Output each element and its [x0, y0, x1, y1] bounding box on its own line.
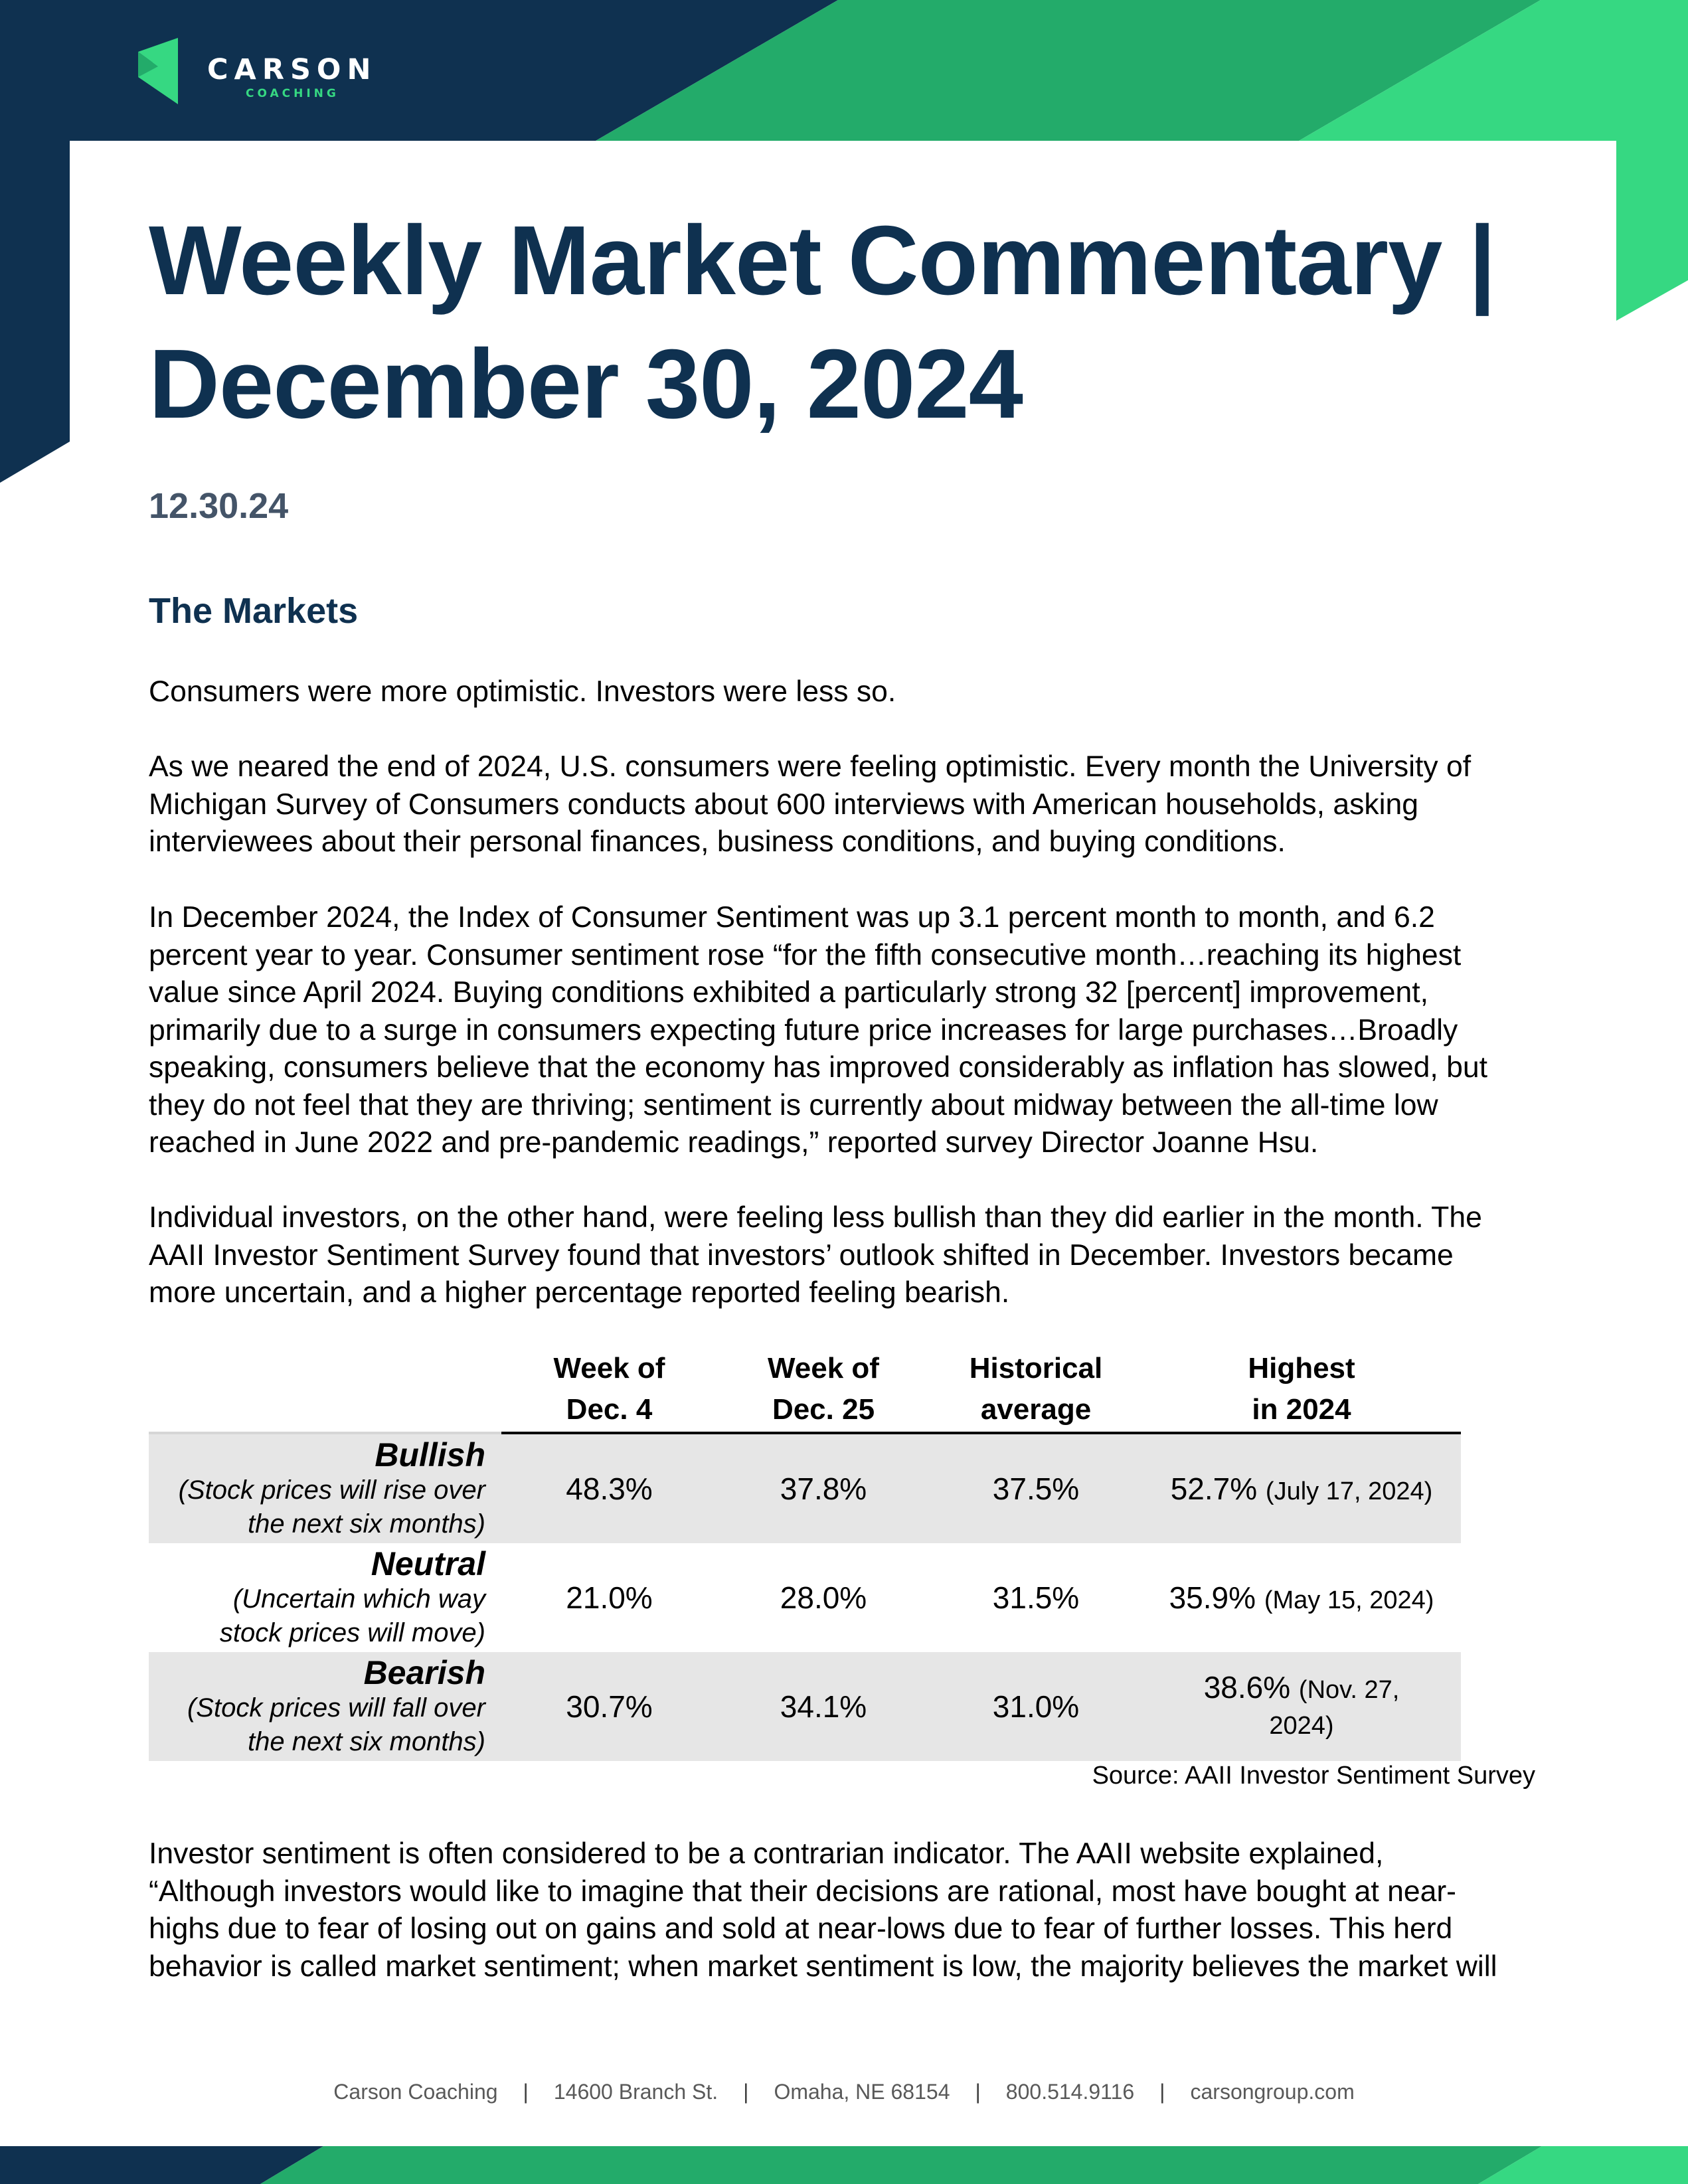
paragraph-intro [149, 673, 1570, 711]
publish-date: 12.30.24 [149, 486, 289, 526]
paragraph-line: highs due to fear of losing out on gains and sold at near-lows due to fear of further losses. This herd [149, 1912, 1453, 1945]
paragraph-line: they do not feel that they are thriving; sentiment is currently about midway between the all-time low [149, 1088, 1438, 1122]
logo-wordmark: CARSON [207, 53, 377, 86]
cell-dec4: 21.0% [566, 1580, 653, 1615]
cell-highest: 52.7% (July 17, 2024) [1142, 1433, 1461, 1543]
row-label: Bullish (Stock prices will rise over the next six months) [149, 1433, 501, 1543]
cell-dec25: 28.0% [780, 1580, 867, 1615]
paragraph-line: Investor sentiment is often considered to be a contrarian indicator. The AAII website explained, [149, 1837, 1384, 1870]
paragraph-line: interviewees about their personal finances, business conditions, and buying conditions. [149, 825, 1286, 858]
cell-dec25: 34.1% [717, 1652, 930, 1761]
cell-dec25: 37.8% [717, 1433, 930, 1543]
paragraph-line: Michigan Survey of Consumers conducts about 600 interviews with American households, asking [149, 788, 1419, 821]
footer-website[interactable]: carsongroup.com [1190, 2080, 1355, 2104]
cell-highest: 38.6% (Nov. 27, 2024) [1142, 1652, 1461, 1761]
cell-historical: 37.5% [930, 1433, 1142, 1543]
header-blank [149, 1348, 501, 1433]
cell-highest: 35.9% (May 15, 2024) [1169, 1580, 1434, 1615]
cell-dec4: 30.7% [501, 1652, 717, 1761]
paragraph-investors [149, 1199, 1570, 1312]
paragraph-line: percent year to year. Consumer sentiment rose “for the fifth consecutive month…reaching its highest [149, 938, 1462, 971]
cell-dec4: 48.3% [501, 1433, 717, 1543]
footer-address: 14600 Branch St. [553, 2080, 718, 2104]
paragraph-line: Consumers were more optimistic. Investors were less so. [149, 675, 896, 708]
paragraph-line: “Although investors would like to imagine that their decisions are rational, most have bought at near- [149, 1875, 1456, 1908]
paragraph-line: value since April 2024. Buying conditions exhibited a particularly strong 32 [percent] improvement, [149, 976, 1428, 1009]
table-row-bullish [149, 1433, 1461, 1543]
paragraph-line: AAII Investor Sentiment Survey found that investors’ outlook shifted in December. Investors became [149, 1238, 1454, 1272]
header-historical-average: Historical average [930, 1348, 1142, 1433]
table-row-bearish [149, 1652, 1461, 1761]
footer-city: Omaha, NE 68154 [774, 2080, 950, 2104]
sentiment-table [149, 1348, 1461, 1761]
table-source: Source: AAII Investor Sentiment Survey [1092, 1762, 1535, 1790]
page-footer [0, 2078, 1688, 2105]
title-line-1: Weekly Market Commentary | [149, 206, 1495, 315]
paragraph-line: primarily due to a surge in consumers expecting future price increases for large purchases…Broadly [149, 1013, 1458, 1047]
page-title [149, 199, 1610, 446]
paragraph-contrarian [149, 1835, 1570, 1985]
header-highest-2024: Highest in 2024 [1142, 1348, 1461, 1433]
table-header-row [149, 1348, 1461, 1433]
header-week-dec25: Week of Dec. 25 [717, 1348, 930, 1433]
paragraph-sentiment-index [149, 899, 1570, 1162]
paragraph-line: Individual investors, on the other hand, were feeling less bullish than they did earlier in the month. The [149, 1201, 1482, 1234]
header-week-dec4: Week of Dec. 4 [501, 1348, 717, 1433]
paragraph-line: As we neared the end of 2024, U.S. consumers were feeling optimistic. Every month the University of [149, 750, 1472, 783]
paragraph-line: In December 2024, the Index of Consumer Sentiment was up 3.1 percent month to month, and 6.2 [149, 901, 1435, 934]
title-line-2: December 30, 2024 [149, 329, 1023, 439]
paragraph-line: speaking, consumers believe that the economy has improved considerably as inflation has slowed, but [149, 1051, 1487, 1084]
row-label: Neutral (Uncertain which way stock prices will move) [219, 1545, 485, 1647]
cell-historical: 31.5% [992, 1580, 1080, 1615]
row-label: Bearish (Stock prices will fall over the next six months) [149, 1652, 501, 1761]
section-heading: The Markets [149, 591, 359, 631]
footer-green-shape [260, 2146, 1542, 2184]
footer-separator: | [743, 2080, 749, 2104]
footer-company: Carson Coaching [333, 2080, 498, 2104]
paragraph-consumers [149, 748, 1570, 861]
footer-separator: | [1159, 2080, 1165, 2104]
footer-separator: | [523, 2080, 529, 2104]
footer-phone: 800.514.9116 [1005, 2080, 1135, 2104]
cell-historical: 31.0% [930, 1652, 1142, 1761]
paragraph-line: more uncertain, and a higher percentage reported feeling bearish. [149, 1276, 1010, 1309]
footer-separator: | [975, 2080, 981, 2104]
table-row-neutral [149, 1543, 1461, 1652]
logo-subtitle: COACHING [246, 87, 339, 100]
paragraph-line: behavior is called market sentiment; when market sentiment is low, the majority believes the market will [149, 1950, 1497, 1983]
paragraph-line: reached in June 2022 and pre-pandemic readings,” reported survey Director Joanne Hsu. [149, 1126, 1319, 1159]
